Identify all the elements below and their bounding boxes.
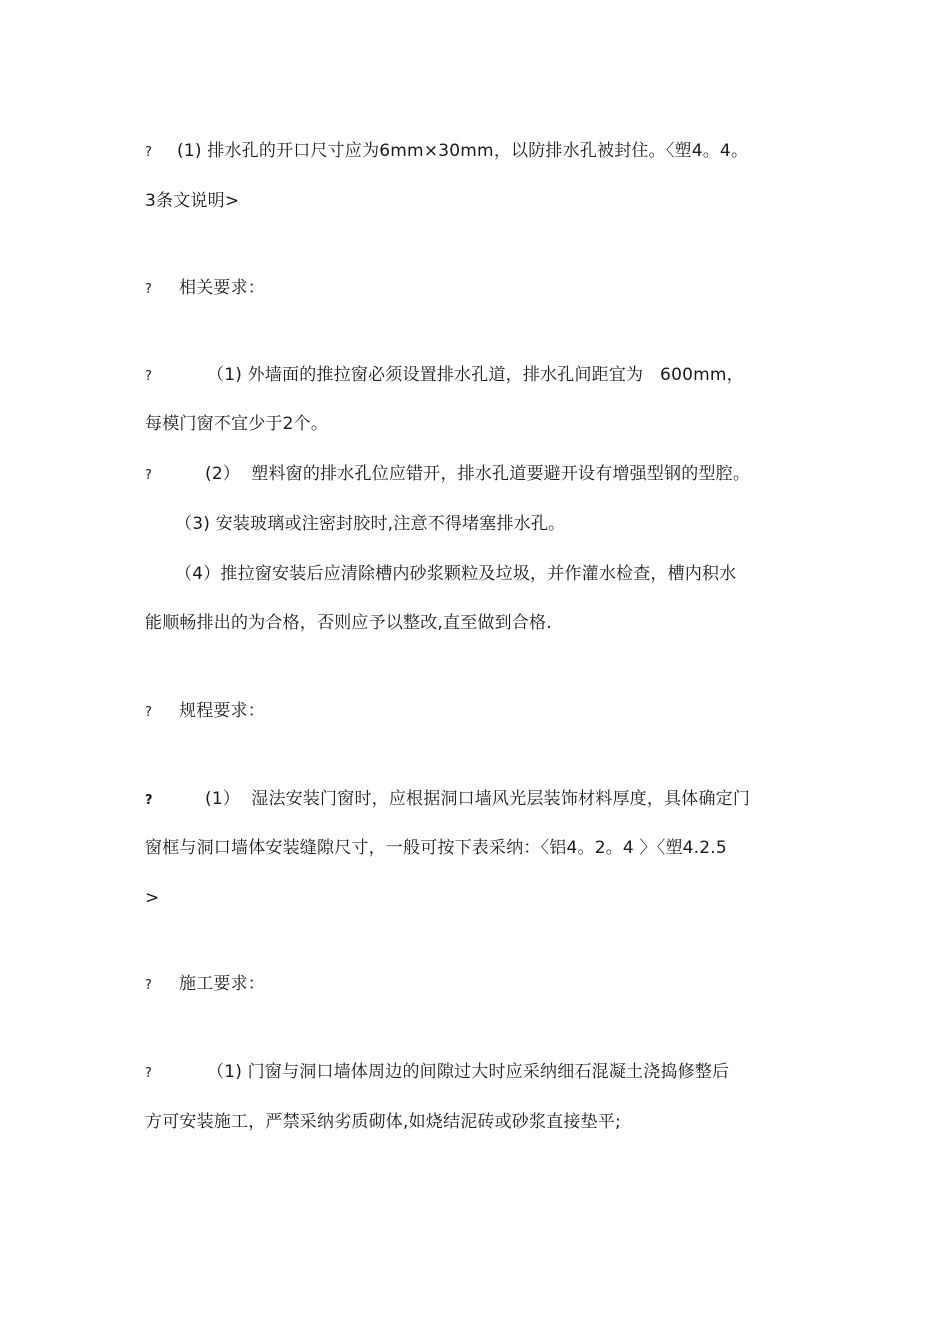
text-line: [145, 887, 159, 909]
section-heading: ? 相关要求：: [145, 278, 265, 298]
section-heading: ? 施工要求：: [145, 974, 265, 994]
text-line: ? (1） 湿法安装门窗时，应根据洞口墙风光层装饰材料厚度，具体确定门: [145, 789, 751, 809]
line-text: (1） 湿法安装门窗时，应根据洞口墙风光层装饰材料厚度，具体确定门: [205, 789, 751, 809]
line-text: 窗框与洞口墙体安装缝隙尺寸，一般可按下表采纳：〈铝4。2。4 〉〈塑4.2.5: [145, 838, 727, 858]
line-text: （3) 安装玻璃或注密封胶时,注意不得堵塞排水孔。: [175, 514, 566, 534]
line-text: 施工要求：: [179, 974, 265, 994]
line-text: （4）推拉窗安装后应清除槽内砂浆颗粒及垃圾，并作灌水检查，槽内积水: [175, 564, 737, 584]
line-text: （1) 门窗与洞口墙体周边的间隙过大时应采纳细石混凝土浇捣修整后: [207, 1062, 730, 1082]
line-text: (1) 排水孔的开口尺寸应为6mm×30mm，以防排水孔被封住。〈塑4。4。: [177, 141, 749, 161]
line-text: 每模门窗不宜少于2个。: [145, 414, 329, 434]
text-line: [145, 1111, 621, 1133]
line-text: 能顺畅排出的为合格，否则应予以整改,直至做到合格.: [145, 613, 552, 633]
section-heading: ? 规程要求：: [145, 701, 265, 721]
line-text: 3条文说明>: [145, 191, 240, 211]
text-line: [145, 837, 727, 859]
text-line: ? (1) 排水孔的开口尺寸应为6mm×30mm，以防排水孔被封住。〈塑4。4。: [145, 141, 749, 161]
line-text: 方可安装施工，严禁采纳劣质砌体,如烧结泥砖或砂浆直接垫平;: [145, 1112, 621, 1132]
text-line: [145, 513, 565, 535]
line-text: (2） 塑料窗的排水孔位应错开，排水孔道要避开设有增强型钢的型腔。: [205, 464, 751, 484]
text-line: ? (2） 塑料窗的排水孔位应错开，排水孔道要避开设有增强型钢的型腔。: [145, 464, 751, 484]
line-text: 相关要求：: [179, 278, 265, 298]
line-text: （1) 外墙面的推拉窗必须设置排水孔道，排水孔间距宜为 600mm，: [207, 365, 744, 385]
text-line: [145, 563, 736, 585]
text-line: ? （1) 外墙面的推拉窗必须设置排水孔道，排水孔间距宜为 600mm，: [145, 365, 744, 385]
line-text: >: [145, 888, 160, 908]
text-line: [145, 612, 552, 634]
text-line: [145, 413, 328, 435]
line-text: 规程要求：: [179, 701, 265, 721]
text-line: [145, 190, 239, 212]
text-line: ? （1) 门窗与洞口墙体周边的间隙过大时应采纳细石混凝土浇捣修整后: [145, 1062, 730, 1082]
